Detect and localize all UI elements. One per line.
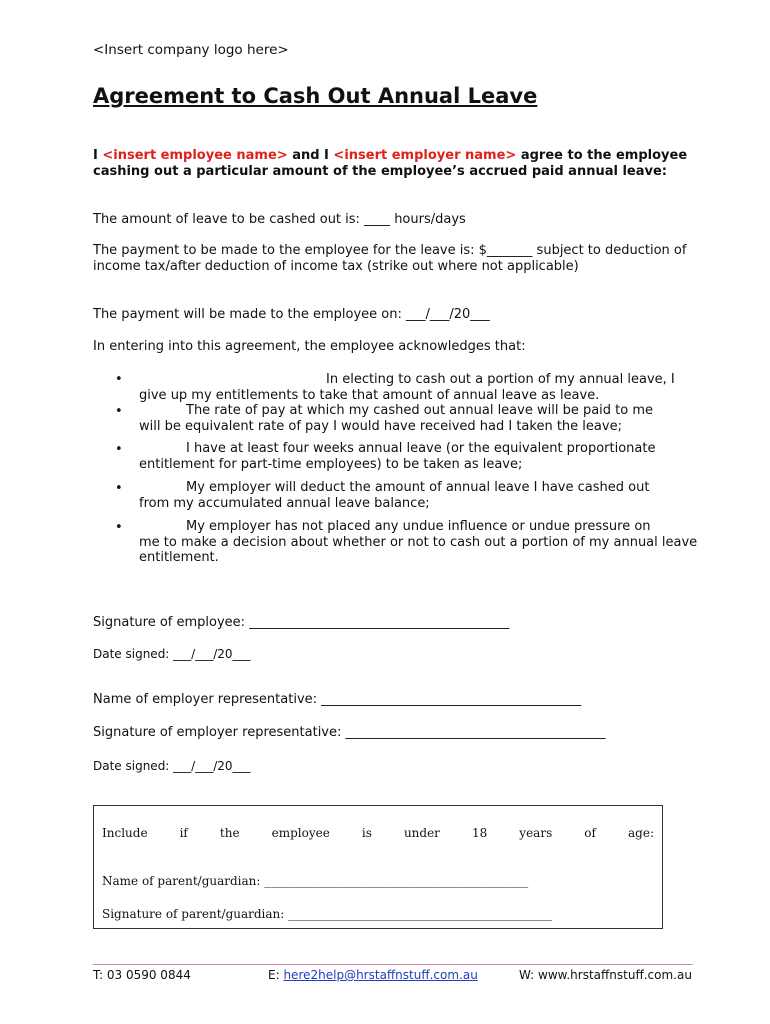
acknowledge-line: In entering into this agreement, the employee acknowledges that:	[93, 339, 526, 354]
employer-date-signed: Date signed: ___/___/20___	[93, 759, 251, 773]
bullet-symbol: •	[115, 372, 123, 387]
bullet-item-4	[139, 480, 714, 511]
bullet-first-line: The rate of pay at which my cashed out annual leave will be paid to me	[186, 403, 654, 418]
employee-name-placeholder: <insert employee name>	[102, 148, 288, 163]
intro-statement	[93, 148, 693, 180]
bullet-symbol: •	[115, 442, 123, 457]
include-word: 18	[471, 826, 488, 840]
amount-line: The amount of leave to be cashed out is: ____ hours/days	[93, 212, 466, 227]
include-word: age:	[628, 826, 654, 840]
employer-name-line: Name of employer representative: ________________________________________	[93, 692, 582, 707]
include-word: under	[403, 826, 440, 840]
include-word: of	[584, 826, 596, 840]
include-word: employee	[271, 826, 330, 840]
bullet-first-line: I have at least four weeks annual leave (or the equivalent proportionate	[186, 441, 656, 456]
bullet-symbol: •	[115, 520, 123, 535]
employee-date-signed: Date signed: ___/___/20___	[93, 647, 251, 661]
footer-divider	[93, 964, 693, 965]
bullet-item-5	[139, 519, 714, 566]
bullet-first-line: My employer will deduct the amount of annual leave I have cashed out	[186, 480, 650, 495]
include-word: the	[219, 826, 240, 840]
guardian-name-line: Name of parent/guardian: ____________________________________________	[102, 874, 529, 888]
bullet-symbol: •	[115, 404, 123, 419]
intro-middle: and I	[287, 148, 334, 163]
include-word: years	[519, 826, 553, 840]
bullet-rest: give up my entitlements to take that amount of annual leave as leave.	[139, 387, 600, 403]
include-word: is	[361, 826, 372, 840]
bullet-item-3	[139, 441, 714, 472]
employer-signature-line: Signature of employer representative: ________________________________________	[93, 725, 606, 740]
guardian-box	[93, 805, 663, 929]
bullet-item-1	[139, 372, 714, 403]
bullet-rest: me to make a decision about whether or not to cash out a portion of my annual leave entitlement.	[139, 534, 698, 565]
employee-signature-line: Signature of employee: ________________________________________	[93, 615, 510, 630]
include-instruction	[102, 826, 654, 840]
bullet-rest: from my accumulated annual leave balance;	[139, 495, 430, 511]
include-word: Include	[102, 826, 148, 840]
employer-name-placeholder: <insert employer name>	[333, 148, 517, 163]
guardian-signature-line: Signature of parent/guardian: ____________________________________________	[102, 907, 553, 921]
include-word: if	[179, 826, 188, 840]
logo-placeholder: <Insert company logo here>	[93, 42, 289, 58]
bullet-first-line: In electing to cash out a portion of my annual leave, I	[326, 372, 675, 387]
footer-website: W: www.hrstaffnstuff.com.au	[519, 968, 692, 982]
bullet-first-line: My employer has not placed any undue influence or undue pressure on	[186, 519, 651, 534]
payment-line: The payment to be made to the employee for the leave is: $_______ subject to deduction of income tax/after deduction of income tax (strike out where not applicable)	[93, 243, 687, 274]
bullet-rest: entitlement for part-time employees) to be taken as leave;	[139, 456, 523, 472]
footer-email	[268, 968, 478, 982]
intro-suffix: agree to the employee cashing out a particular amount of the employee’s accrued paid annual leave:	[93, 148, 688, 179]
page-title: Agreement to Cash Out Annual Leave	[93, 84, 538, 108]
footer-email-label: E:	[268, 968, 284, 982]
payment-date-line: The payment will be made to the employee on: ___/___/20___	[93, 307, 490, 322]
bullet-symbol: •	[115, 481, 123, 496]
footer-email-link[interactable]: here2help@hrstaffnstuff.com.au	[283, 968, 478, 982]
bullet-rest: will be equivalent rate of pay I would have received had I taken the leave;	[139, 418, 622, 434]
footer-phone: T: 03 0590 0844	[93, 968, 191, 982]
bullet-item-2	[139, 403, 714, 434]
intro-prefix: I	[93, 148, 103, 163]
